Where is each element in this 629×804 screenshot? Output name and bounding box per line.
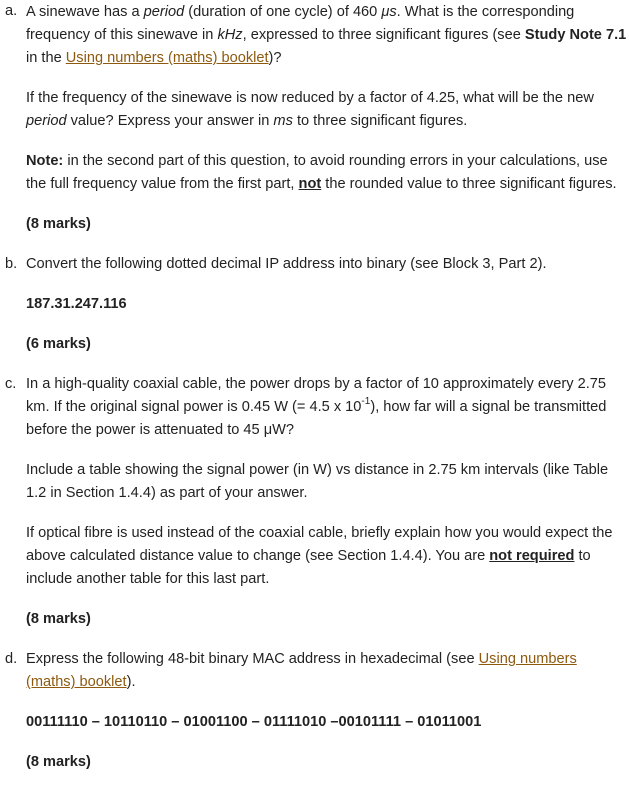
ip-address: 187.31.247.116 xyxy=(26,296,127,312)
question-c-paragraph-3: If optical fibre is used instead of the coaxial cable, briefly explain how you would expect the above calculated distance value to change (see Section 1.4.4). You are not required to include another table for this last part. xyxy=(26,525,613,587)
question-label: d. xyxy=(5,651,18,667)
question-c-paragraph-1: In a high-quality coaxial cable, the power drops by a factor of 10 approximately every 2.75 km. If the original signal power is 0.45 W (= 4.5 x $10^{-1}$), how far will a signal be transmitted before the power is attenuated to 45 μW? xyxy=(26,376,607,438)
question-d-paragraph-1: Express the following 48-bit binary MAC address in hexadecimal (see Using numbers (maths) booklet). xyxy=(26,651,577,690)
question-label: b. xyxy=(5,256,18,272)
question-label: a. xyxy=(5,3,18,19)
question-b-marks: (6 marks) xyxy=(26,336,91,352)
question-b-paragraph-1: Convert the following dotted decimal IP address into binary (see Block 3, Part 2). xyxy=(26,256,547,272)
question-c xyxy=(0,373,629,631)
question-a xyxy=(0,0,629,236)
question-a-note: Note: in the second part of this question, to avoid rounding errors in your calculations, use the full frequency value from the first part, not the rounded value to three significant figures. xyxy=(26,153,617,192)
question-a-paragraph-2: If the frequency of the sinewave is now reduced by a factor of 4.25, what will be the new period value? Express your answer in ms to three significant figures. xyxy=(26,90,594,129)
maths-booklet-link[interactable]: Using numbers (maths) booklet xyxy=(65,50,269,66)
question-b xyxy=(0,253,629,356)
question-d-marks: (8 marks) xyxy=(26,754,91,770)
question-a-marks: (8 marks) xyxy=(26,216,91,232)
question-d xyxy=(0,648,629,774)
question-label: c. xyxy=(5,376,17,392)
question-a-paragraph-1: A sinewave has a period (duration of one cycle) of 460 μs. What is the corresponding frequency of this sinewave in kHz, expressed to three significant figures (see Study Note 7.1 in the Using numbers (maths) booklet)? xyxy=(26,4,627,66)
mac-address: 00111110 – 10110110 – 01001100 – 01111010 –00101111 – 01011001 xyxy=(26,714,482,730)
question-c-marks: (8 marks) xyxy=(26,611,91,627)
maths-booklet-link[interactable]: Using numbers (maths) booklet xyxy=(26,651,577,690)
question-c-paragraph-2: Include a table showing the signal power (in W) vs distance in 2.75 km intervals (like Table 1.2 in Section 1.4.4) as part of your answer. xyxy=(26,462,609,501)
